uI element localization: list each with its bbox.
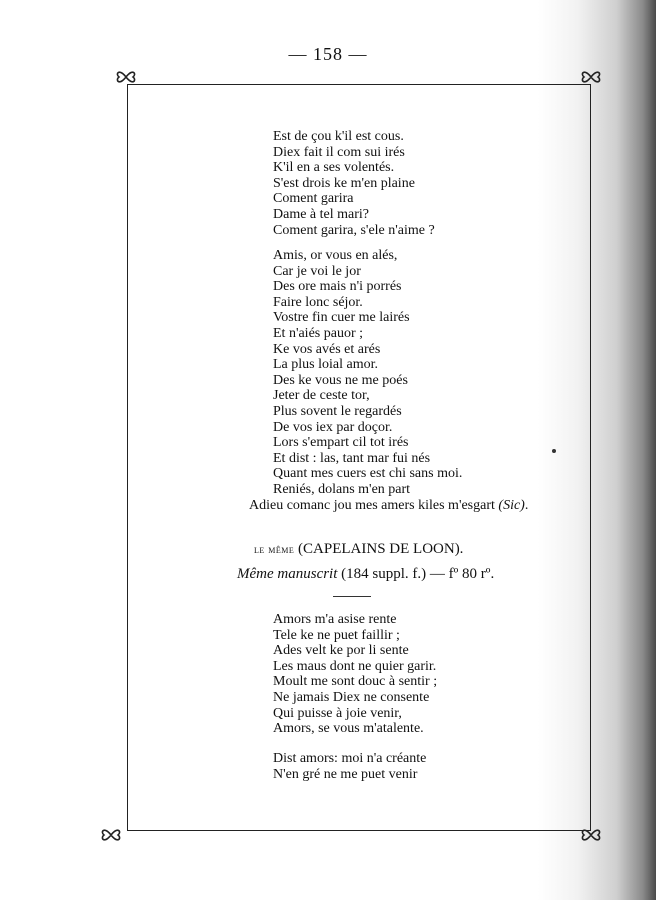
verse-line: Des ore mais n'i porrés [273,279,402,295]
source-reference [237,566,494,583]
verse-line: Tele ke ne puet faillir ; [273,627,400,643]
ink-speck [552,449,556,453]
verse-line: Dame à tel mari? [273,206,370,222]
verse-line-end: . [524,497,529,513]
verse-line: Ke vos avés et arés [273,341,381,357]
section-heading [254,541,463,558]
verse-line: Plus sovent le regardés [273,403,402,419]
verse-line-text: Adieu comanc jou mes amers kiles m'esgart [249,497,495,513]
verse-line: Et n'aiés pauor ; [273,325,363,341]
verse-line: Jeter de ceste tor, [273,388,370,404]
verse-line: La plus loial amor. [273,357,378,373]
verse-line: Ades velt ke por li sente [273,643,409,659]
corner-ornament-icon [113,64,139,90]
verse-line-final [249,498,528,514]
verse-line: Amors m'a asise rente [273,612,397,627]
corner-ornament-icon [578,64,604,90]
verse-line: Reniés, dolans m'en part [273,481,411,497]
verse-line: Ne jamais Diex ne consente [273,689,430,705]
corner-ornament-icon [98,822,124,848]
verse-line: Quant mes cuers est chi sans moi. [273,466,463,482]
stanza-4 [273,751,426,782]
verse-line: Faire lonc séjor. [273,294,363,310]
verse-line: Lors s'empart cil tot irés [273,435,409,451]
stanza-3 [273,612,437,737]
stanza-1 [273,129,435,238]
source-manuscript: Même manuscrit [237,566,338,582]
sic-note: (Sic) [498,497,525,513]
verse-line: Qui puisse à joie venir, [273,705,402,721]
verse-line: Diex fait il com sui irés [273,144,405,160]
heading-text: (CAPELAINS DE LOON). [298,541,464,557]
verse-line: De vos iex par doçor. [273,419,393,435]
verse-line: Les maus dont ne quier garir. [273,658,437,674]
verse-line: Coment garira, s'ele n'aime ? [273,222,435,238]
verse-line: K'il en a ses volentés. [273,160,395,176]
source-folio: (184 suppl. f.) — fº 80 rº. [341,566,495,582]
verse-line: Car je voi le jor [273,263,361,279]
verse-line: N'en gré ne me puet venir [273,766,418,782]
verse-line: S'est drois ke m'en plaine [273,175,415,191]
verse-line: Dist amors: moi n'a créante [273,751,427,766]
verse-line: Vostre fin cuer me lairés [273,310,410,326]
page-number: — 158 — [288,44,368,64]
verse-line: Et dist : las, tant mar fui nés [273,450,431,466]
heading-small-caps: le même [254,542,295,556]
verse-line: Amors, se vous m'atalente. [273,721,424,737]
corner-ornament-icon [578,822,604,848]
verse-line: Des ke vous ne me poés [273,372,408,388]
verse-line: Moult me sont douc à sentir ; [273,674,438,690]
verse-line: Amis, or vous en alés, [273,248,398,263]
verse-line: Coment garira [273,191,354,207]
section-divider [333,596,371,597]
stanza-2 [249,248,529,513]
verse-line: Est de çou k'il est cous. [273,129,404,144]
